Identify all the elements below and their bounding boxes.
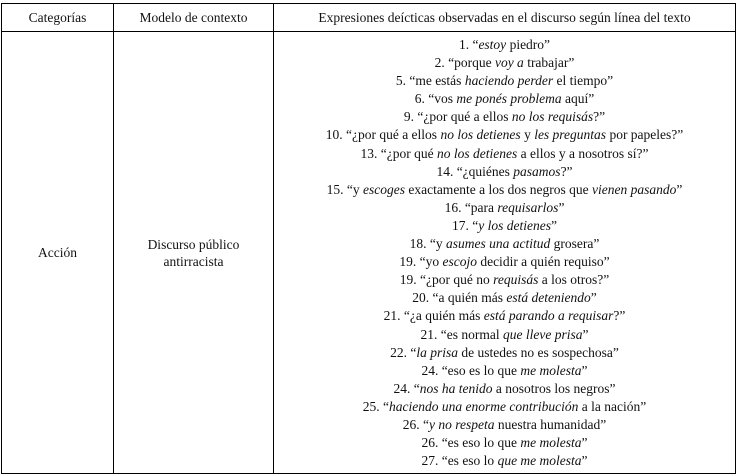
expression-italic-segment: haciendo perder (464, 73, 554, 89)
expression-italic-segment: nos ha tenido (419, 380, 493, 396)
expression-segment: el tiempo” (553, 73, 614, 89)
expression-segment: ” (676, 181, 683, 197)
expression-segment: decidir a quién requiso” (476, 254, 610, 270)
expression-line (274, 199, 735, 217)
expression-line (274, 217, 735, 235)
expression-line (274, 253, 735, 271)
expression-segment: 1. “ (458, 37, 479, 52)
context-model-line: Discurso público (147, 236, 240, 252)
expression-line (274, 307, 735, 325)
expression-italic-segment: asumes una actitud (446, 236, 551, 252)
expression-segment: 26. “es eso lo que (421, 435, 521, 451)
expression-italic-segment: vienen pasando (592, 181, 677, 197)
expression-segment: a la nación” (578, 398, 647, 414)
context-model-line: antirracista (163, 253, 224, 269)
expression-segment: ” (581, 362, 588, 378)
expression-segment: 5. “me estás (395, 73, 465, 89)
expression-italic-segment: está deteniendo (506, 290, 591, 306)
expression-italic-segment: escoges (362, 181, 405, 197)
expression-italic-segment: está parando a requisar (483, 308, 614, 324)
expression-segment: piedro” (506, 37, 551, 52)
expression-segment: 20. “a quién más (412, 290, 507, 306)
expression-segment: 14. “¿quiénes (436, 163, 514, 179)
expression-italic-segment: haciendo una enorme contribución (389, 398, 579, 414)
expression-segment: 9. “¿por qué a ellos (403, 109, 512, 125)
expression-line (274, 126, 735, 144)
header-expresiones-deicticas: Expresiones deícticas observadas en el discurso según línea del texto (274, 4, 736, 32)
expression-line (274, 36, 735, 54)
expression-italic-segment: que lleve prisa (503, 326, 583, 342)
expression-segment: 2. “porque (434, 55, 495, 71)
expression-segment: 21. “¿a quién más (383, 308, 484, 324)
expression-line (274, 271, 735, 289)
header-categorias: Categorías (2, 4, 114, 32)
expression-line (274, 344, 735, 362)
expression-segment: 26. “ (402, 416, 430, 432)
header-modelo-de-contexto: Modelo de contexto (114, 4, 274, 32)
expression-italic-segment: requisás (493, 272, 539, 288)
expression-segment: ?” (560, 163, 573, 179)
deictic-expressions-table (1, 3, 736, 474)
expression-segment: 22. “ (390, 344, 417, 360)
expression-line (274, 72, 735, 90)
expression-line (274, 90, 735, 108)
expression-italic-segment: voy a (494, 55, 524, 71)
expression-line (274, 108, 735, 126)
expression-segment: 16. “para (444, 199, 498, 215)
expression-segment: 18. “y (409, 236, 446, 252)
expression-italic-segment: les preguntas (534, 127, 607, 143)
category-cell: Acción (2, 32, 114, 474)
expression-line (274, 145, 735, 163)
expression-segment: 24. “eso es lo que (421, 362, 521, 378)
expression-line (274, 362, 735, 380)
expression-italic-segment: no los detienes (440, 127, 521, 143)
expression-segment: 27. “es eso lo (421, 453, 498, 469)
expression-italic-segment: la prisa (416, 344, 459, 360)
expression-italic-segment: y los detienes (478, 217, 551, 233)
expression-italic-segment: que me molesta (497, 453, 582, 469)
expression-segment: ?” (593, 109, 606, 125)
expression-line (274, 235, 735, 253)
expression-italic-segment: y no respeta (429, 416, 495, 432)
expression-segment: 19. “yo (399, 254, 443, 270)
expression-segment: 15. “y (326, 181, 363, 197)
expression-line (274, 326, 735, 344)
expression-segment: y (520, 127, 535, 143)
expression-segment: ” (581, 453, 588, 469)
expression-segment: por papeles?” (606, 127, 684, 143)
header-row (2, 4, 736, 32)
expression-segment: aquí” (561, 91, 595, 107)
expressions-cell (274, 32, 736, 474)
expression-line (274, 289, 735, 307)
expression-segment: 25. “ (362, 398, 390, 414)
expression-segment: trabajar” (523, 55, 575, 71)
expression-segment: exactamente a los dos negros que (404, 181, 593, 197)
expression-segment: ?” (613, 308, 626, 324)
expression-italic-segment: me ponés problema (456, 91, 562, 107)
expression-italic-segment: estoy (478, 37, 507, 52)
expression-line (274, 163, 735, 181)
expression-segment: ” (590, 290, 597, 306)
expression-line (274, 434, 735, 452)
table-row (2, 32, 736, 474)
expression-segment: 21. “es normal (420, 326, 503, 342)
expression-segment: a ellos y a nosotros sí?” (517, 145, 649, 161)
expression-segment: 6. “vos (414, 91, 457, 107)
expression-segment: nuestra humanidad” (494, 416, 607, 432)
expression-italic-segment: me molesta (520, 362, 582, 378)
expression-segment: a nosotros los negros” (492, 380, 616, 396)
expression-segment: ” (581, 435, 588, 451)
expression-segment: 13. “¿por qué (360, 145, 437, 161)
expression-line (274, 398, 735, 416)
expression-line (274, 380, 735, 398)
context-model-cell (114, 32, 274, 474)
expression-line (274, 181, 735, 199)
expression-segment: ” (582, 326, 589, 342)
expression-italic-segment: requisarlos (497, 199, 559, 215)
expression-segment: ” (550, 217, 557, 233)
expression-italic-segment: pasamos (513, 163, 561, 179)
expression-italic-segment: no los requisás (511, 109, 594, 125)
expression-segment: a los otros?” (538, 272, 610, 288)
expression-segment: de ustedes no es sospechosa” (458, 344, 619, 360)
expression-line (274, 54, 735, 72)
expression-italic-segment: me molesta (520, 435, 582, 451)
expression-line (274, 416, 735, 434)
expression-segment: grosera” (550, 236, 600, 252)
expression-segment: 19. “¿por qué no (399, 272, 494, 288)
expression-segment: 10. “¿por qué a ellos (325, 127, 441, 143)
expression-segment: 24. “ (393, 380, 420, 396)
expression-italic-segment: no los detienes (437, 145, 518, 161)
expression-segment: ” (558, 199, 565, 215)
expression-italic-segment: escojo (442, 254, 477, 270)
expression-segment: 17. “ (452, 217, 479, 233)
